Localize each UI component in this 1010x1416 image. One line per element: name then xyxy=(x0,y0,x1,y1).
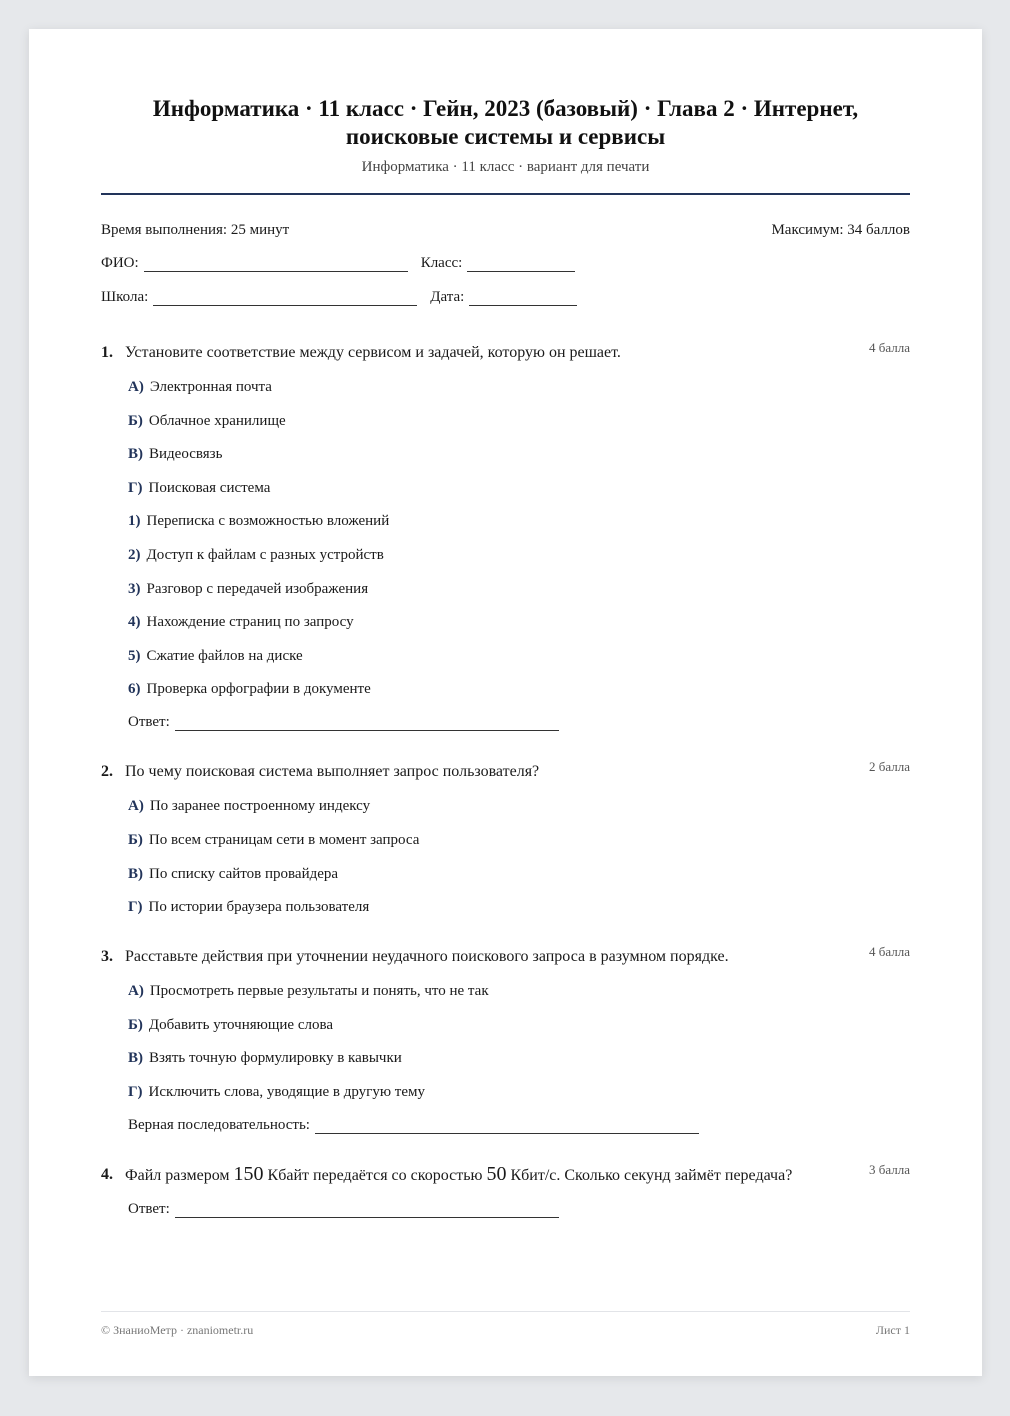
question-points: 3 балла xyxy=(869,1161,910,1177)
option-label: 5) xyxy=(128,647,141,664)
max-score: Максимум: 34 баллов xyxy=(771,222,910,238)
option-text: По списку сайтов провайдера xyxy=(149,865,339,882)
option-text: Взять точную формулировку в кавычки xyxy=(149,1050,402,1067)
sequence-answer-row xyxy=(128,1116,910,1134)
question-points: 4 балла xyxy=(869,340,910,355)
option-label: 1) xyxy=(128,513,141,530)
option-text: Переписка с возможностью вложений xyxy=(146,513,390,530)
option-label: 2) xyxy=(128,546,141,563)
option-item xyxy=(128,479,910,497)
fio-label: ФИО: xyxy=(101,255,139,271)
option-item xyxy=(128,1083,910,1101)
option-label: Г) xyxy=(128,479,143,496)
question-4 xyxy=(101,1161,910,1218)
answer-field[interactable] xyxy=(315,1119,699,1134)
options-list xyxy=(128,378,910,698)
option-label: Б) xyxy=(128,1016,143,1033)
name-class-row xyxy=(101,254,910,272)
class-label: Класс: xyxy=(420,255,463,271)
date-label: Дата: xyxy=(430,289,465,305)
question-header xyxy=(101,758,910,785)
option-text: По заранее построенному индексу xyxy=(149,798,371,815)
question-text: Установите соответствие между сервисом и задачей, которую он решает. xyxy=(125,344,621,361)
option-item xyxy=(128,898,910,916)
option-text: По истории браузера пользователя xyxy=(148,899,370,916)
option-text: Нахождение страниц по запросу xyxy=(146,614,354,631)
page-title: Информатика · 11 класс · Гейн, 2023 (базовый) · Глава 2 · Интернет, поисковые системы и сервисы xyxy=(152,96,859,149)
question-number: 3. xyxy=(101,948,113,966)
page-subtitle: Информатика · 11 класс · вариант для печати xyxy=(361,159,650,175)
option-label: 4) xyxy=(128,614,141,631)
option-label: В) xyxy=(128,446,143,463)
option-text: Просмотреть первые результаты и понять, что не так xyxy=(149,983,489,1000)
meta-row xyxy=(101,221,910,239)
option-item xyxy=(128,647,910,665)
option-item xyxy=(128,580,910,598)
school-field[interactable] xyxy=(153,291,417,306)
options-list xyxy=(128,982,910,1101)
question-header xyxy=(101,943,910,970)
file-size-value: 150 xyxy=(233,1162,264,1185)
answer-row xyxy=(128,1200,910,1218)
option-label: А) xyxy=(128,798,144,815)
option-item xyxy=(128,1049,910,1067)
option-text: Проверка орфографии в документе xyxy=(146,681,371,698)
page-footer xyxy=(101,1311,910,1338)
option-item xyxy=(128,613,910,631)
question-number: 4. xyxy=(101,1165,113,1183)
option-label: Б) xyxy=(128,831,143,848)
speed-value: 50 xyxy=(486,1162,507,1185)
text-part: Кбайт передаётся со скоростью xyxy=(263,1166,487,1184)
option-item xyxy=(128,865,910,883)
date-field[interactable] xyxy=(469,291,577,306)
school-date-row xyxy=(101,288,910,306)
question-text: По чему поисковая система выполняет запрос пользователя? xyxy=(125,763,540,781)
option-label: 3) xyxy=(128,580,141,597)
option-text: Добавить уточняющие слова xyxy=(148,1016,334,1033)
worksheet-page xyxy=(29,29,982,1376)
option-text: Видеосвязь xyxy=(149,446,223,463)
answer-label: Верная последовательность: xyxy=(128,1116,310,1133)
question-text xyxy=(125,1161,910,1189)
options-list xyxy=(128,797,910,916)
question-3 xyxy=(101,943,910,1134)
question-header xyxy=(101,339,910,366)
footer-copyright: © ЗнаниоМетр · znaniometr.ru xyxy=(101,1323,254,1337)
answer-field[interactable] xyxy=(175,716,559,731)
option-item xyxy=(128,445,910,463)
question-text: Расставьте действия при уточнении неудачного поискового запроса в разумном порядке. xyxy=(125,948,729,966)
option-item xyxy=(128,982,910,1000)
option-label: Г) xyxy=(128,1083,143,1100)
option-label: В) xyxy=(128,1050,143,1067)
question-number: 2. xyxy=(101,763,113,781)
option-item xyxy=(128,831,910,849)
header-divider xyxy=(101,193,910,195)
option-label: Б) xyxy=(128,412,143,429)
fio-field[interactable] xyxy=(144,257,408,272)
time-limit: Время выполнения: 25 минут xyxy=(101,222,290,238)
answer-field[interactable] xyxy=(175,1203,559,1218)
school-label: Школа: xyxy=(101,289,149,305)
option-text: Исключить слова, уводящие в другую тему xyxy=(148,1083,425,1100)
option-item xyxy=(128,378,910,396)
page-number: Лист 1 xyxy=(875,1323,910,1337)
text-part: Файл размером xyxy=(125,1166,234,1184)
option-label: 6) xyxy=(128,681,141,698)
text-part: Кбит/с. Сколько секунд займёт передача? xyxy=(506,1166,793,1184)
option-label: В) xyxy=(128,865,143,882)
option-text: Поисковая система xyxy=(148,479,271,496)
question-header xyxy=(101,1161,910,1189)
worksheet-content xyxy=(101,29,910,1218)
answer-label: Ответ: xyxy=(128,1200,170,1217)
option-item xyxy=(128,546,910,564)
question-points: 4 балла xyxy=(869,944,910,960)
option-text: Разговор с передачей изображения xyxy=(146,580,369,597)
option-text: Электронная почта xyxy=(149,379,272,395)
option-text: Сжатие файлов на диске xyxy=(146,647,303,664)
option-text: Облачное хранилище xyxy=(148,412,286,429)
answer-row xyxy=(128,713,910,731)
question-points: 2 балла xyxy=(869,759,910,775)
option-label: А) xyxy=(128,983,144,1000)
option-item xyxy=(128,412,910,430)
class-field[interactable] xyxy=(467,257,575,272)
answer-label: Ответ: xyxy=(128,714,170,731)
option-text: По всем страницам сети в момент запроса xyxy=(148,831,420,848)
option-item xyxy=(128,797,910,815)
option-label: Г) xyxy=(128,899,143,916)
option-item xyxy=(128,512,910,530)
question-number: 1. xyxy=(101,344,113,361)
option-text: Доступ к файлам с разных устройств xyxy=(146,546,384,563)
question-2 xyxy=(101,758,910,916)
option-item xyxy=(128,680,910,698)
question-1 xyxy=(101,339,910,731)
option-item xyxy=(128,1016,910,1034)
option-label: А) xyxy=(128,379,144,395)
